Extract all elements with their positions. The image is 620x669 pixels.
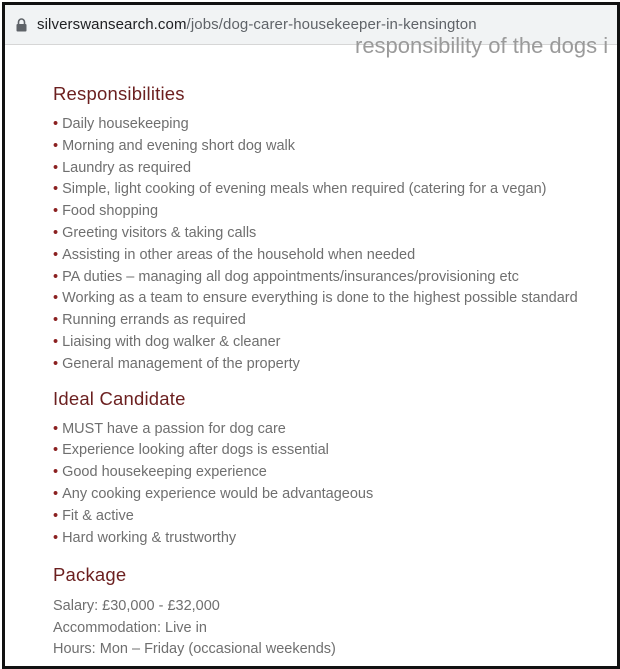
bullet-icon: • xyxy=(53,159,59,176)
list-item: • Morning and evening short dog walk xyxy=(53,137,296,154)
bullet-icon: • xyxy=(53,442,59,459)
list-item: • Good housekeeping experience xyxy=(53,464,267,481)
list-item: • MUST have a passion for dog care xyxy=(53,420,286,437)
bullet-icon: • xyxy=(53,116,59,132)
list-item: • Fit & active xyxy=(53,507,134,524)
ideal-candidate-list xyxy=(53,419,617,550)
list-item: • Experience looking after dogs is essential xyxy=(53,442,329,459)
list-item: • Laundry as required xyxy=(53,159,192,176)
bullet-icon: • xyxy=(53,312,59,329)
salary-text: Salary: £30,000 - £32,000 xyxy=(53,598,220,615)
bullet-icon: • xyxy=(53,268,59,285)
list-item: • Running errands as required xyxy=(53,312,246,329)
list-item: • Greeting visitors & taking calls xyxy=(53,224,257,241)
accommodation-text: Accommodation: Live in xyxy=(53,619,207,636)
bullet-icon: • xyxy=(53,333,59,350)
list-item: • PA duties – managing all dog appointments/insurances/provisioning etc xyxy=(53,268,519,285)
list-item: • Daily housekeeping xyxy=(53,116,189,132)
package-details xyxy=(53,596,617,660)
list-item: • General management of the property xyxy=(53,355,300,372)
bullet-icon: • xyxy=(53,355,59,372)
bullet-icon: • xyxy=(53,464,59,481)
lock-icon[interactable] xyxy=(15,18,27,32)
bullet-icon: • xyxy=(53,420,59,437)
bullet-icon: • xyxy=(53,507,59,524)
url-path: /jobs/dog-carer-housekeeper-in-kensington xyxy=(186,16,477,33)
responsibilities-list xyxy=(53,114,617,376)
url-domain: silverswansearch.com xyxy=(37,16,187,33)
page-content xyxy=(5,33,617,661)
hours-text: Hours: Mon – Friday (occasional weekends) xyxy=(53,641,336,658)
ideal-candidate-heading: Ideal Candidate xyxy=(53,387,186,409)
bullet-icon: • xyxy=(53,181,59,198)
list-item: • Simple, light cooking of evening meals when required (catering for a vegan) xyxy=(53,181,547,198)
list-item: • Hard working & trustworthy xyxy=(53,529,237,546)
bullet-icon: • xyxy=(53,485,59,502)
responsibilities-heading: Responsibilities xyxy=(53,83,185,104)
package-heading: Package xyxy=(53,564,127,586)
url-text[interactable] xyxy=(37,16,477,33)
partial-heading: responsibility of the dogs i xyxy=(355,33,609,58)
list-item: • Food shopping xyxy=(53,203,159,220)
bullet-icon: • xyxy=(53,290,59,307)
list-item: • Any cooking experience would be advantageous xyxy=(53,485,374,502)
bullet-icon: • xyxy=(53,137,59,154)
bullet-icon: • xyxy=(53,203,59,220)
bullet-icon: • xyxy=(53,246,59,263)
list-item: • Liaising with dog walker & cleaner xyxy=(53,333,281,350)
bullet-icon: • xyxy=(53,529,59,546)
bullet-icon: • xyxy=(53,224,59,241)
list-item: • Assisting in other areas of the household when needed xyxy=(53,246,416,263)
list-item: • Working as a team to ensure everything is done to the highest possible standard xyxy=(53,290,578,307)
browser-window xyxy=(2,2,620,669)
